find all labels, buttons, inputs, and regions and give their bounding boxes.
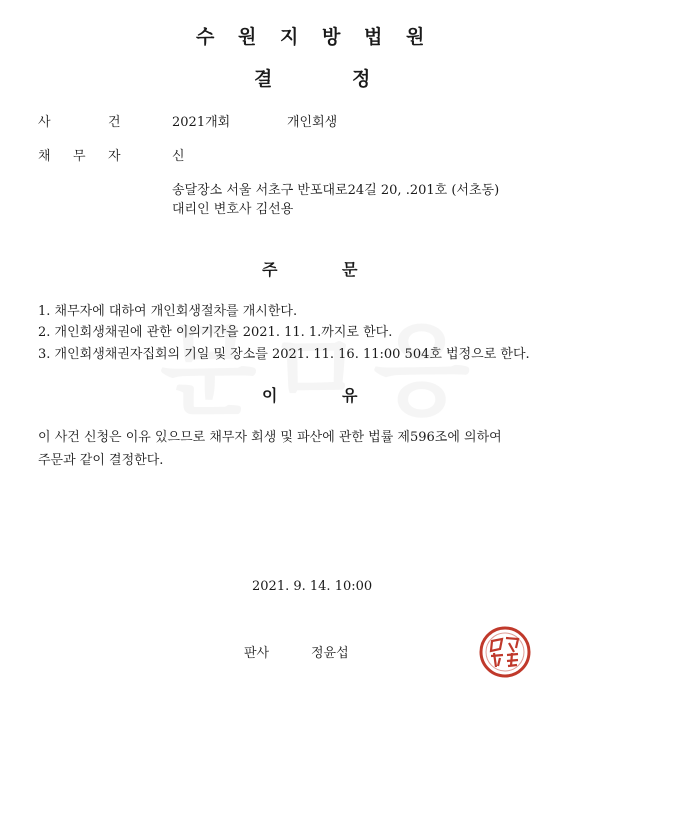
judge-name: 정윤섭	[311, 646, 349, 661]
debtor-label-char: 자	[108, 149, 121, 164]
court-seal-icon	[478, 625, 532, 679]
order-heading-char: 주	[262, 260, 279, 279]
attorney: 대리인 변호사 김선용	[172, 202, 294, 217]
reason-heading-char: 유	[342, 386, 359, 405]
court-name-char: 수	[196, 26, 216, 48]
case-label-char: 건	[108, 115, 121, 130]
court-name-char: 지	[280, 26, 300, 48]
debtor-label-char: 채	[38, 149, 51, 164]
order-heading-char: 문	[342, 260, 359, 279]
case-label-char: 사	[38, 115, 51, 130]
delivery-address: 송달장소 서울 서초구 반포대로24길 20, .201호 (서초동)	[172, 183, 500, 198]
court-name-char: 원	[238, 26, 258, 48]
reason-line: 이 사건 신청은 이유 있으므로 채무자 회생 및 파산에 관한 법률 제596조에 의하여	[38, 430, 502, 445]
document-title-char: 결	[254, 68, 274, 90]
decision-datetime: 2021. 9. 14. 10:00	[252, 579, 373, 594]
document-title-char: 정	[352, 68, 372, 90]
order-item: 3. 개인회생채권자집회의 기일 및 장소를 2021. 11. 16. 11:00 504호 법정으로 한다.	[38, 347, 530, 362]
judge-title: 판사	[244, 646, 270, 661]
court-name-char: 법	[364, 26, 384, 48]
court-name-char: 방	[322, 26, 342, 48]
case-number: 2021개회	[172, 115, 231, 130]
order-item: 1. 채무자에 대하여 개인회생절차를 개시한다.	[38, 304, 298, 319]
debtor-name: 신	[172, 149, 185, 164]
reason-heading-char: 이	[262, 386, 279, 405]
case-type: 개인회생	[287, 115, 338, 130]
order-item: 2. 개인회생채권에 관한 이의기간을 2021. 11. 1.까지로 한다.	[38, 325, 393, 340]
court-name-char: 원	[406, 26, 426, 48]
reason-line: 주문과 같이 결정한다.	[38, 453, 164, 468]
debtor-label-char: 무	[73, 149, 86, 164]
